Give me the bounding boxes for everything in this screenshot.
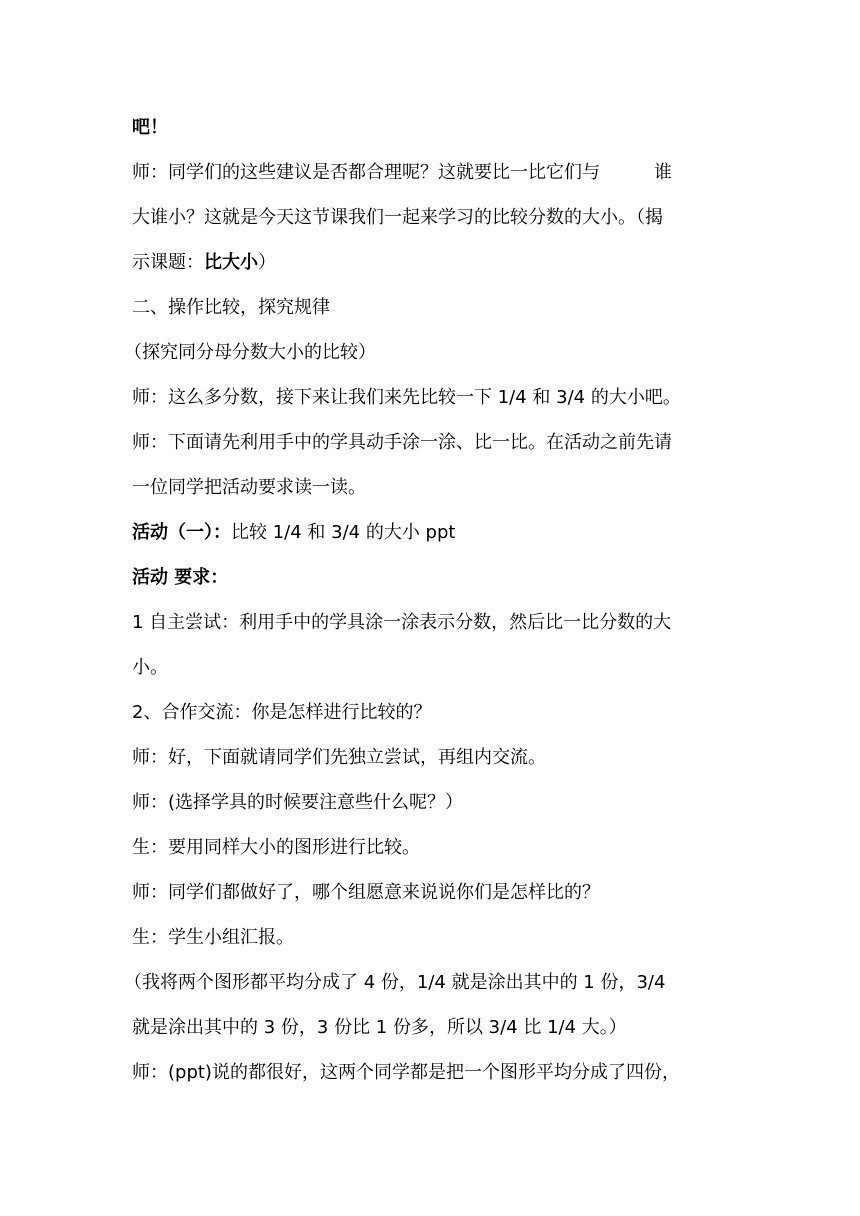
text-line: 师：好，下面就请同学们先独立尝试，再组内交流。 <box>132 747 546 768</box>
text-line: 师：(选择学具的时候要注意些什么呢？） <box>132 792 464 813</box>
text-line <box>132 250 732 276</box>
text-line: （我将两个图形都平均分成了 4 份，1/4 就是涂出其中的 1 份，3/4 <box>124 972 666 993</box>
text-line: 生：学生小组汇报。 <box>132 927 294 948</box>
text-span: 示课题： <box>132 252 204 273</box>
text-line: 2、合作交流：你是怎样进行比较的？ <box>132 702 432 723</box>
text-line <box>132 520 732 546</box>
activity-label: 活动（一）： <box>132 522 231 543</box>
text-line: 师：这么多分数，接下来让我们来先比较一下 1/4 和 3/4 的大小吧。 <box>132 387 681 408</box>
text-span: 师：同学们的这些建议是否都合理呢？这就要比一比它们与 <box>132 162 600 183</box>
text-line: 1 自主尝试：利用手中的学具涂一涂表示分数，然后比一比分数的大 <box>132 612 672 633</box>
text-line: 小。 <box>132 657 168 678</box>
text-line: 师：同学们都做好了，哪个组愿意来说说你们是怎样比的？ <box>132 882 600 903</box>
lesson-title: 比大小 <box>204 252 258 273</box>
activity-requirements-heading: 活动 要求： <box>132 567 229 588</box>
text-line: 生：要用同样大小的图形进行比较。 <box>132 837 420 858</box>
text-line: 吧！ <box>132 117 168 138</box>
text-span: 比较 1/4 和 3/4 的大小 ppt <box>231 522 456 543</box>
section-heading: 二、操作比较，探究规律 <box>132 297 330 318</box>
text-line: 大谁小？这就是今天这节课我们一起来学习的比较分数的大小。（揭 <box>132 207 663 228</box>
text-line: 师：下面请先利用手中的学具动手涂一涂、比一比。在活动之前先请 <box>132 432 672 453</box>
text-line: 就是涂出其中的 3 份，3 份比 1 份多，所以 3/4 比 1/4 大。） <box>132 1017 627 1038</box>
text-line: （探究同分母分数大小的比较） <box>124 342 376 363</box>
text-span: 谁 <box>654 162 672 183</box>
text-span: ） <box>258 252 276 273</box>
text-line: 一位同学把活动要求读一读。 <box>132 477 366 498</box>
text-line <box>132 160 732 186</box>
text-line: 师：(ppt)说的都很好，这两个同学都是把一个图形平均分成了四份， <box>132 1062 680 1083</box>
